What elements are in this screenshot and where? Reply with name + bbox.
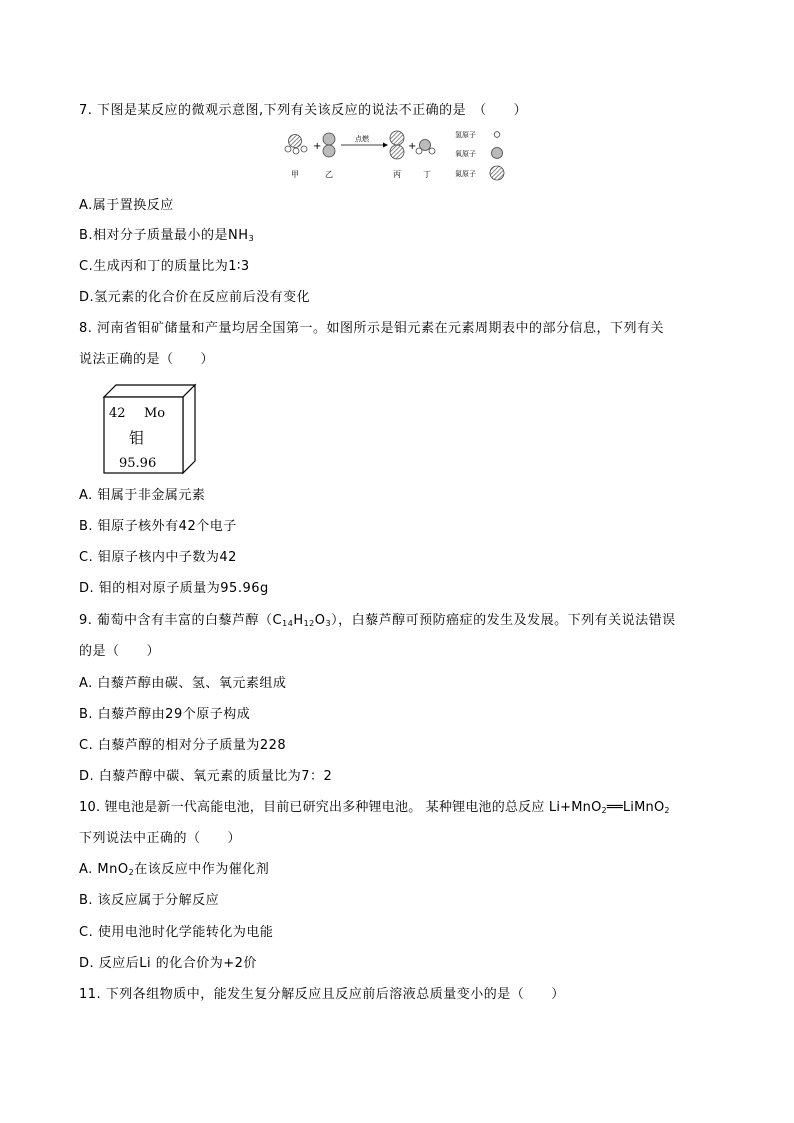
q8-option-b: B. 钼原子核外有42个电子 <box>79 519 237 534</box>
q10-subscript-1: 2 <box>601 806 607 815</box>
q9-h: H <box>293 613 304 628</box>
svg-text:+: + <box>408 141 417 152</box>
q10-option-a-pre: A. MnO <box>79 862 129 877</box>
q10-stem-line2: 下列说法中正确的（ ） <box>79 831 242 846</box>
q8-option-c: C. 钼原子核内中子数为42 <box>79 550 237 565</box>
q10-option-d: D. 反应后Li 的化合价为+2价 <box>79 956 257 971</box>
q9-stem-pre: 9. 葡萄中含有丰富的白藜芦醇（C <box>79 613 283 628</box>
q7-option-b-text: B.相对分子质量最小的是NH <box>79 228 249 243</box>
q9-option-c: C. 白藜芦醇的相对分子质量为228 <box>79 738 287 753</box>
q10-option-a-subscript: 2 <box>128 868 135 877</box>
q9-o-subscript: 3 <box>325 619 332 628</box>
nitrogen-atom-icon <box>490 166 504 180</box>
label-bing: 丙 <box>393 170 401 179</box>
q7-option-a: A.属于置换反应 <box>79 198 174 213</box>
legend-oxygen-label: 氧原子 <box>455 150 476 158</box>
q9-c-subscript: 14 <box>282 619 294 628</box>
element-name: 钼 <box>129 429 145 447</box>
svg-text:+: + <box>313 141 322 152</box>
q9-option-d: D. 白藜芦醇中碳、氧元素的质量比为7：2 <box>79 769 333 784</box>
periodic-table-cell <box>102 383 197 475</box>
q9-option-a: A. 白藜芦醇由碳、氢、氧元素组成 <box>79 676 287 691</box>
q7-option-b <box>79 227 254 245</box>
hydrogen-atom-icon <box>494 132 500 138</box>
q9-option-b: B. 白藜芦醇由29个原子构成 <box>79 707 251 722</box>
reaction-diagram <box>283 127 513 185</box>
q9-stem-post: ），白藜芦醇可预防癌症的发生及发展。下列有关说法错误 <box>331 613 676 628</box>
legend <box>455 130 504 180</box>
legend-nitrogen-label: 氮原子 <box>455 170 476 178</box>
q10-option-c: C. 使用电池时化学能转化为电能 <box>79 925 274 940</box>
q7-option-d: D.氢元素的化合价在反应前后没有变化 <box>79 290 311 305</box>
molecule-h2o <box>416 140 435 155</box>
q10-stem-line1 <box>79 799 670 817</box>
q10-option-a <box>79 861 269 879</box>
molecule-o2 <box>323 133 335 157</box>
q10-option-b: B. 该反应属于分解反应 <box>79 893 220 908</box>
q10-stem-pre: 10. 锂电池是新一代高能电池，目前已研究出多种锂电池。 某种锂电池的总反应 Li+MnO <box>79 800 602 815</box>
molecule-nh3 <box>285 135 307 155</box>
q8-option-a: A. 钼属于非金属元素 <box>79 488 206 503</box>
atomic-mass: 95.96 <box>119 456 157 471</box>
q9-h-subscript: 12 <box>303 619 315 628</box>
q9-stem-line2: 的是（ ） <box>79 644 161 659</box>
oxygen-atom-icon <box>492 148 503 159</box>
q7-option-c: C.生成丙和丁的质量比为1∶3 <box>79 259 250 274</box>
q8-option-d: D. 钼的相对原子质量为95.96g <box>79 581 269 596</box>
q9-o: O <box>314 613 326 628</box>
legend-hydrogen-label: 氢原子 <box>455 131 476 139</box>
q10-subscript-2: 2 <box>664 806 670 815</box>
arrow-label: 点燃 <box>355 135 369 143</box>
atomic-number: 42 <box>109 406 126 421</box>
q8-stem-line2: 说法正确的是（ ） <box>79 352 215 367</box>
q10-option-a-post: 在该反应中作为催化剂 <box>134 862 270 877</box>
element-symbol: Mo <box>144 406 166 421</box>
q9-stem-line1 <box>79 612 676 630</box>
label-ding: 丁 <box>423 170 431 179</box>
q11-stem: 11. 下列各组物质中，能发生复分解反应且反应前后溶液总质量变小的是（ ） <box>79 987 565 1002</box>
q8-stem-line1: 8. 河南省钼矿储量和产量均居全国第一。如图所示是钼元素在元素周期表中的部分信息，下列有关 <box>79 321 665 336</box>
label-yi: 乙 <box>325 170 333 179</box>
q7-option-b-subscript: 3 <box>248 234 255 243</box>
label-jia: 甲 <box>291 170 299 179</box>
molecule-n2 <box>390 131 404 159</box>
q10-equation: ══LiMnO <box>606 800 665 815</box>
q7-stem: 7. 下图是某反应的微观示意图,下列有关该反应的说法不正确的是 （ ） <box>79 103 528 118</box>
